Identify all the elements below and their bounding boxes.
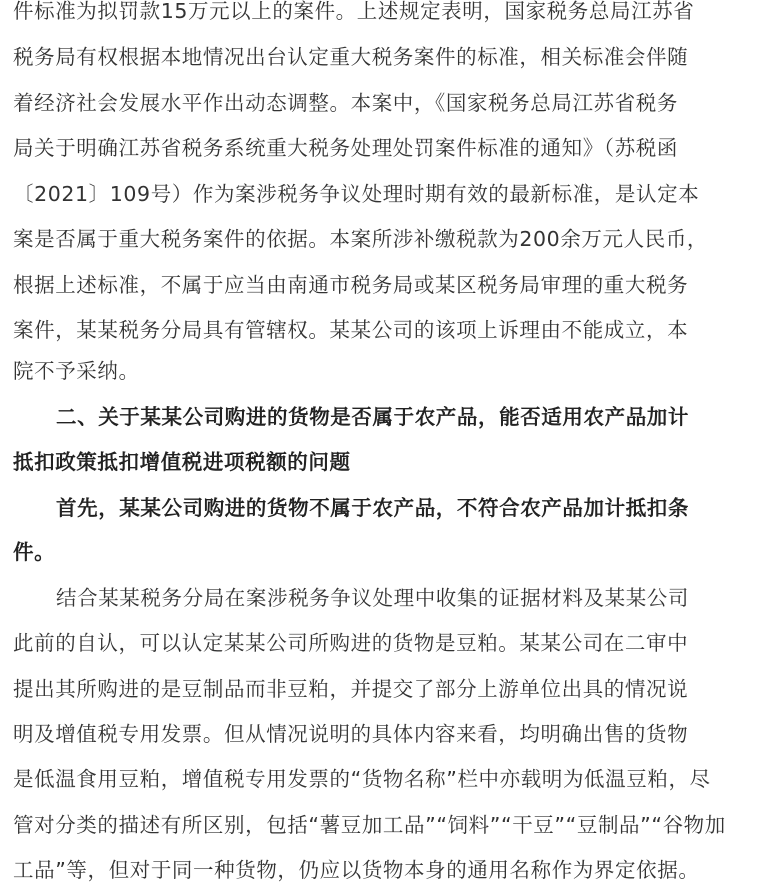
text-line: 工品”等，但对于同一种货物，仍应以货物本身的通用名称作为界定依据。 (13, 858, 700, 882)
text-line: 局关于明确江苏省税务系统重大税务处理处罚案件标准的通知》（苏税函 (13, 136, 678, 160)
text-line: 管对分类的描述有所区别，包括“薯豆加工品”“饲料”“干豆”“豆制品”“谷物加 (13, 813, 726, 837)
text-line: 院不予采纳。 (13, 359, 140, 383)
text-line: 案是否属于重大税务案件的依据。本案所涉补缴税款为200余万元人民币， (13, 227, 709, 251)
text-line: 是低温食用豆粕，增值税专用发票的“货物名称”栏中亦载明为低温豆粕，尽 (13, 767, 711, 791)
text-line: 案件，某某税务分局具有管辖权。某某公司的该项上诉理由不能成立，本 (13, 318, 689, 342)
section-heading-line: 抵扣政策抵扣增值税进项税额的问题 (13, 450, 351, 474)
text-line: 件标准为拟罚款15万元以上的案件。上述规定表明，国家税务总局江苏省 (13, 0, 695, 23)
bold-statement-line: 件。 (13, 540, 56, 564)
section-heading-line: 二、关于某某公司购进的货物是否属于农产品，能否适用农产品加计 (56, 405, 689, 429)
text-line: 着经济社会发展水平作出动态调整。本案中，《国家税务总局江苏省税务 (13, 91, 678, 115)
bold-statement-line: 首先，某某公司购进的货物不属于农产品，不符合农产品加计抵扣条 (56, 496, 689, 520)
text-line: 明及增值税专用发票。但从情况说明的具体内容来看，均明确出售的货物 (13, 722, 689, 746)
text-line: 税务局有权根据本地情况出台认定重大税务案件的标准，相关标准会伴随 (13, 45, 689, 69)
text-line: 根据上述标准，不属于应当由南通市税务局或某区税务局审理的重大税务 (13, 273, 689, 297)
text-line: 〔2021〕109号）作为案涉税务争议处理时期有效的最新标准，是认定本 (13, 182, 700, 206)
text-line: 此前的自认，可以认定某某公司所购进的货物是豆粕。某某公司在二审中 (13, 631, 689, 655)
text-line: 结合某某税务分局在案涉税务争议处理中收集的证据材料及某某公司 (56, 586, 689, 610)
text-line: 提出其所购进的是豆制品而非豆粕，并提交了部分上游单位出具的情况说 (13, 677, 689, 701)
